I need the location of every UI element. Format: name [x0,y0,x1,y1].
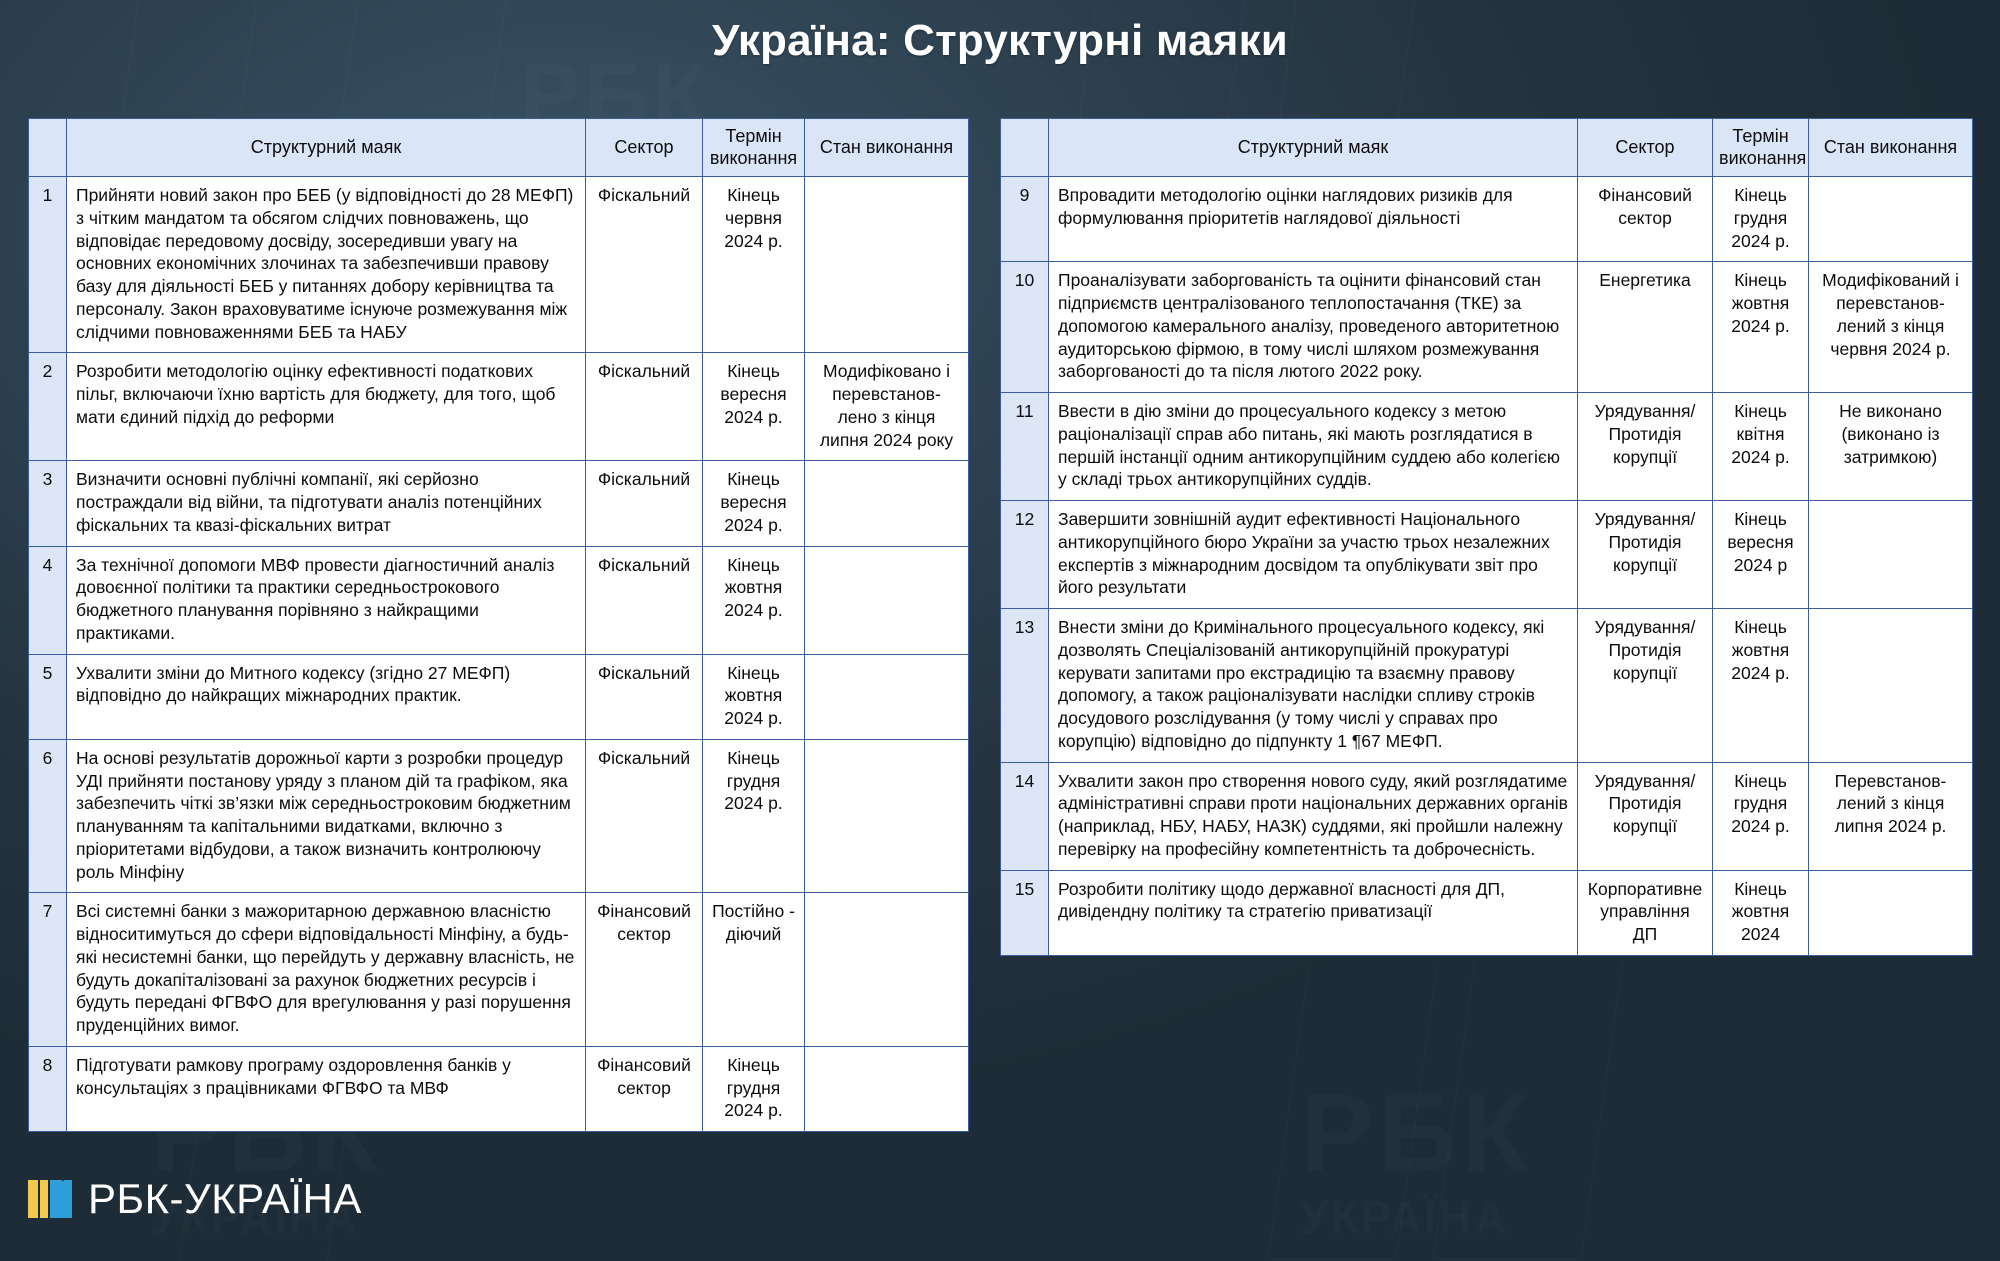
column-header-sector: Сектор [586,119,703,177]
table-row [29,654,969,739]
row-goal: Прийняти новий закон про БЕБ (у відповідності до 28 МЕФП) з чітким мандатом та обсягом слідчих повноважень, що відповідає передовому досвіду, зосередивши увагу на основних економічних злочинах та забезпечивши правову базу для діяльності БЕБ у питаннях добору керівництва та персоналу. Закон враховуватиме існуюче розмежування між слідчими повноваженнями БЕБ та НАБУ [67,177,586,353]
row-term: Кінець жовтня 2024 р. [1713,262,1809,393]
table-row [1001,393,1973,501]
row-number: 14 [1001,762,1049,870]
table-header [1001,119,1973,177]
row-goal: Розробити методологію оцінку ефективності податкових пільг, включаючи їхню вартість для бюджету, для того, щоб мати єдиний підхід до реформи [67,353,586,461]
row-term: Кінець червня 2024 р. [703,177,805,353]
page-title: Україна: Структурні маяки [711,16,1289,65]
row-goal: Всі системні банки з мажоритарною державною власністю відноситимуться до сфери відповідальності Мінфіну, а будь-які несистемні банки, що перейдуть у державну власність, не будуть докапіталізовані за рахунок бюджетних ресурсів і будуть передані ФГВФО для врегулювання у разі порушення пруденційних вимог. [67,893,586,1047]
table-row [1001,762,1973,870]
row-term: Постійно - діючий [703,893,805,1047]
row-number: 3 [29,461,67,546]
table-row [1001,870,1973,955]
row-goal: Ввести в дію зміни до процесуального кодексу з метою раціоналізації справ або питань, які мають розглядатися в першій інстанції одним антикорупційним суддею або колегією у складі трьох антикорупційних суддів. [1049,393,1578,501]
row-sector: Фіскальний [586,461,703,546]
row-number: 9 [1001,177,1049,262]
row-number: 8 [29,1046,67,1131]
row-sector: Урядування/ Протидія корупції [1578,501,1713,609]
row-term: Кінець квітня 2024 р. [1713,393,1809,501]
row-state [805,461,969,546]
row-term: Кінець грудня 2024 р. [1713,177,1809,262]
column-header-state: Стан виконання [805,119,969,177]
rbc-logo-icon [28,1176,72,1222]
structural-benchmarks-table-right [1000,118,1972,956]
table-header-row [1001,119,1973,177]
row-sector: Фінансовий сектор [1578,177,1713,262]
row-number: 6 [29,739,67,893]
row-state [805,546,969,654]
table-row [29,546,969,654]
row-goal: Розробити політику щодо державної власності для ДП, дивідендну політику та стратегію приватизації [1049,870,1578,955]
row-sector: Енергетика [1578,262,1713,393]
row-term: Кінець жовтня 2024 р. [703,654,805,739]
row-state [805,739,969,893]
logo-text: РБК-УКРАЇНА [88,1175,362,1222]
column-header-number [29,119,67,177]
column-header-term: Термін виконання [1713,119,1809,177]
row-sector: Урядування/ Протидія корупції [1578,609,1713,763]
row-term: Кінець жовтня 2024 р. [703,546,805,654]
table-row [1001,609,1973,763]
row-term: Кінець вересня 2024 р [1713,501,1809,609]
benchmarks-table [28,118,969,1132]
row-state [1809,609,1973,763]
table-header [29,119,969,177]
row-goal: Ухвалити закон про створення нового суду, який розглядатиме адміністративні справи проти національних державних органів (наприклад, НБУ, НАБУ, НАЗК) суддями, які пройшли належну перевірку на професійну компетентність та доброчесність. [1049,762,1578,870]
row-state [1809,870,1973,955]
table-row [1001,262,1973,393]
row-number: 1 [29,177,67,353]
row-sector: Фінансовий сектор [586,893,703,1047]
table-row [29,461,969,546]
row-sector: Корпоративне управління ДП [1578,870,1713,955]
row-sector: Урядування/ Протидія корупції [1578,762,1713,870]
row-term: Кінець грудня 2024 р. [1713,762,1809,870]
row-goal: Визначити основні публічні компанії, які серйозно постраждали від війни, та підготувати аналіз потенційних фіскальних та квазі-фіскальних витрат [67,461,586,546]
row-goal: Внести зміни до Кримінального процесуального кодексу, які дозволять Спеціалізованій антикорупційній прокуратурі керувати запитами про екстрадицію та взаємну правову допомогу, а також раціоналізувати наслідки спливу строків досудового розслідування (у тому числі у справах про корупцію) відповідно до підпункту 1 ¶67 МЕФП. [1049,609,1578,763]
table-row [29,353,969,461]
row-number: 15 [1001,870,1049,955]
row-goal: Завершити зовнішній аудит ефективності Національного антикорупційного бюро України за участю трьох незалежних експертів з міжнародним досвідом та опублікувати звіт про його результати [1049,501,1578,609]
column-header-goal: Структурний маяк [1049,119,1578,177]
column-header-sector: Сектор [1578,119,1713,177]
row-state [805,893,969,1047]
row-number: 2 [29,353,67,461]
row-goal: За технічної допомоги МВФ провести діагностичний аналіз довоєнної політики та практики середньострокового бюджетного планування порівняно з найкращими практиками. [67,546,586,654]
rbc-ukraine-logo [28,1175,362,1223]
row-state: Модифіковано і перевстанов-лено з кінця липня 2024 року [805,353,969,461]
row-state [1809,177,1973,262]
column-header-state: Стан виконання [1809,119,1973,177]
row-number: 5 [29,654,67,739]
row-goal: Ухвалити зміни до Митного кодексу (згідно 27 МЕФП) відповідно до найкращих міжнародних практик. [67,654,586,739]
row-sector: Урядування/ Протидія корупції [1578,393,1713,501]
row-term: Кінець жовтня 2024 р. [1713,609,1809,763]
row-number: 7 [29,893,67,1047]
row-state: Не виконано (виконано із затримкою) [1809,393,1973,501]
column-header-number [1001,119,1049,177]
column-header-goal: Структурний маяк [67,119,586,177]
row-number: 10 [1001,262,1049,393]
row-state: Модифікований і перевстанов-лений з кінця червня 2024 р. [1809,262,1973,393]
row-number: 11 [1001,393,1049,501]
structural-benchmarks-table-left [28,118,968,1132]
row-sector: Фіскальний [586,739,703,893]
table-row [1001,177,1973,262]
row-term: Кінець вересня 2024 р. [703,353,805,461]
row-state [805,177,969,353]
table-body-right [1001,177,1973,956]
row-term: Кінець грудня 2024 р. [703,739,805,893]
row-state [1809,501,1973,609]
row-number: 4 [29,546,67,654]
table-row [1001,501,1973,609]
row-goal: На основі результатів дорожньої карти з розробки процедур УДІ прийняти постанову уряду з планом дій та графіком, яка забезпечить чіткі зв’язки між середньостроковим бюджетним плануванням та капітальними видатками, включно з пріоритетами відбудови, а також визначить контролюючу роль Мінфіну [67,739,586,893]
row-number: 13 [1001,609,1049,763]
row-goal: Підготувати рамкову програму оздоровлення банків у консультаціях з працівниками ФГВФО та МВФ [67,1046,586,1131]
row-number: 12 [1001,501,1049,609]
row-goal: Впровадити методологію оцінки наглядових ризиків для формулювання пріоритетів наглядової діяльності [1049,177,1578,262]
table-row [29,177,969,353]
row-term: Кінець грудня 2024 р. [703,1046,805,1131]
row-state [805,1046,969,1131]
row-state [805,654,969,739]
row-sector: Фіскальний [586,177,703,353]
row-goal: Проаналізувати заборгованість та оцінити фінансовий стан підприємств централізованого теплопостачання (ТКЕ) за допомогою камерального аналізу, проведеного авторитетною аудиторською фірмою, в тому числі шляхом розмежування заборгованості до та після лютого 2022 року. [1049,262,1578,393]
table-body-left [29,177,969,1132]
benchmarks-table [1000,118,1973,956]
row-term: Кінець вересня 2024 р. [703,461,805,546]
row-sector: Фінансовий сектор [586,1046,703,1131]
row-sector: Фіскальний [586,353,703,461]
row-state: Перевстанов-лений з кінця липня 2024 р. [1809,762,1973,870]
table-row [29,893,969,1047]
row-sector: Фіскальний [586,654,703,739]
table-row [29,1046,969,1131]
table-header-row [29,119,969,177]
row-term: Кінець жовтня 2024 [1713,870,1809,955]
column-header-term: Термін виконання [703,119,805,177]
table-row [29,739,969,893]
row-sector: Фіскальний [586,546,703,654]
